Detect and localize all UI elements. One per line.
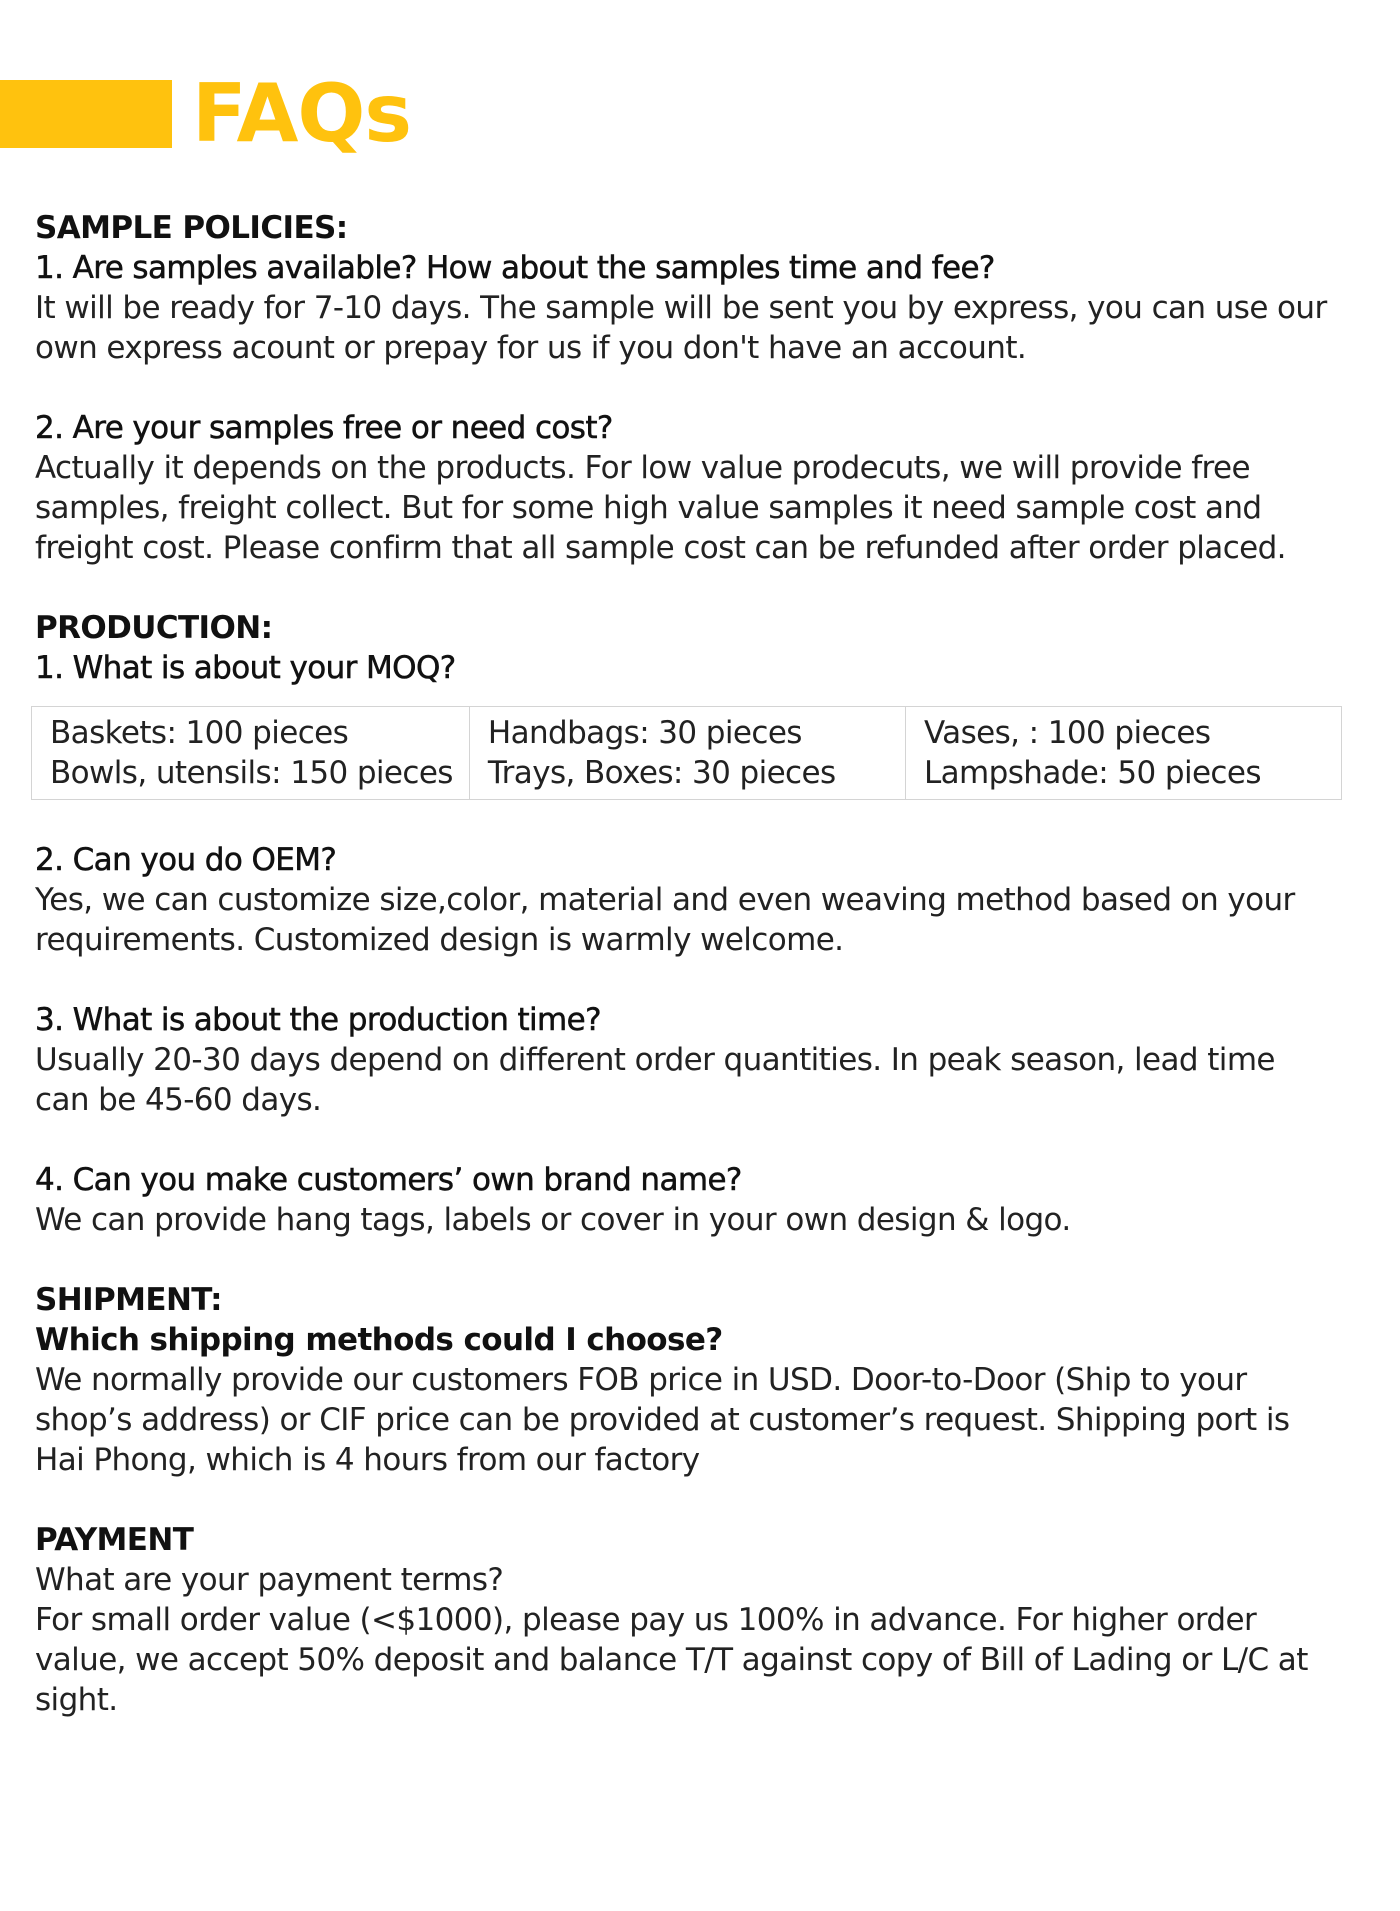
- answer-line: Actually it depends on the products. For low value prodecuts, we will provide free: [35, 450, 1250, 486]
- table-cell-vases-lampshade: [905, 707, 1341, 800]
- faq-content: [35, 208, 1365, 1720]
- sample-policies-section: [35, 208, 1365, 568]
- answer-line: can be 45-60 days.: [35, 1082, 322, 1118]
- question-brand-name: 4. Can you make customers’ own brand name?: [35, 1162, 742, 1198]
- answer-line: Hai Phong, which is 4 hours from our factory: [35, 1442, 700, 1478]
- header-accent-bar: [0, 80, 172, 148]
- cell-line: Vases, : 100 pieces: [923, 715, 1211, 751]
- question-payment-terms: What are your payment terms?: [35, 1562, 504, 1598]
- question-moq: 1. What is about your MOQ?: [35, 650, 456, 686]
- table-cell-handbags-trays: [469, 707, 905, 800]
- answer-line: Yes, we can customize size,color, material and even weaving method based on your: [35, 882, 1295, 918]
- payment-section: [35, 1520, 1365, 1720]
- moq-table: [31, 706, 1342, 800]
- section-title-shipment: SHIPMENT:: [35, 1282, 222, 1318]
- question-sample-cost: 2. Are your samples free or need cost?: [35, 410, 613, 446]
- question-shipping-methods: Which shipping methods could I choose?: [35, 1322, 723, 1358]
- cell-line: Trays, Boxes: 30 pieces: [487, 755, 836, 791]
- shipment-section: [35, 1280, 1365, 1480]
- answer-line: Usually 20-30 days depend on different order quantities. In peak season, lead time: [35, 1042, 1275, 1078]
- section-title-sample-policies: SAMPLE POLICIES:: [35, 210, 348, 246]
- question-sample-availability: 1. Are samples available? How about the samples time and fee?: [35, 250, 995, 286]
- cell-line: Lampshade: 50 pieces: [923, 755, 1261, 791]
- section-title-production: PRODUCTION:: [35, 610, 273, 646]
- answer-line: own express acount or prepay for us if you don't have an account.: [35, 330, 1027, 366]
- answer-line: We can provide hang tags, labels or cover in your own design & logo.: [35, 1202, 1071, 1238]
- answer-line: It will be ready for 7-10 days. The sample will be sent you by express, you can use our: [35, 290, 1327, 326]
- question-production-time: 3. What is about the production time?: [35, 1002, 601, 1038]
- cell-line: Handbags: 30 pieces: [487, 715, 802, 751]
- answer-line: requirements. Customized design is warmly welcome.: [35, 922, 844, 958]
- cell-line: Bowls, utensils: 150 pieces: [50, 755, 453, 791]
- page-title: FAQs: [192, 67, 412, 160]
- cell-line: Baskets: 100 pieces: [50, 715, 349, 751]
- answer-line: sight.: [35, 1682, 118, 1718]
- answer-line: We normally provide our customers FOB price in USD. Door-to-Door (Ship to your: [35, 1362, 1247, 1398]
- question-oem: 2. Can you do OEM?: [35, 842, 337, 878]
- answer-line: value, we accept 50% deposit and balance T/T against copy of Bill of Lading or L/C at: [35, 1642, 1308, 1678]
- section-title-payment: PAYMENT: [35, 1522, 194, 1558]
- table-cell-baskets-bowls: [32, 707, 470, 800]
- answer-line: freight cost. Please confirm that all sample cost can be refunded after order placed.: [35, 530, 1286, 566]
- answer-line: For small order value (<$1000), please pay us 100% in advance. For higher order: [35, 1602, 1257, 1638]
- answer-line: shop’s address) or CIF price can be provided at customer’s request. Shipping port is: [35, 1402, 1290, 1438]
- answer-line: samples, freight collect. But for some high value samples it need sample cost and: [35, 490, 1262, 526]
- production-section: [35, 608, 1365, 1240]
- table-row: [32, 707, 1342, 800]
